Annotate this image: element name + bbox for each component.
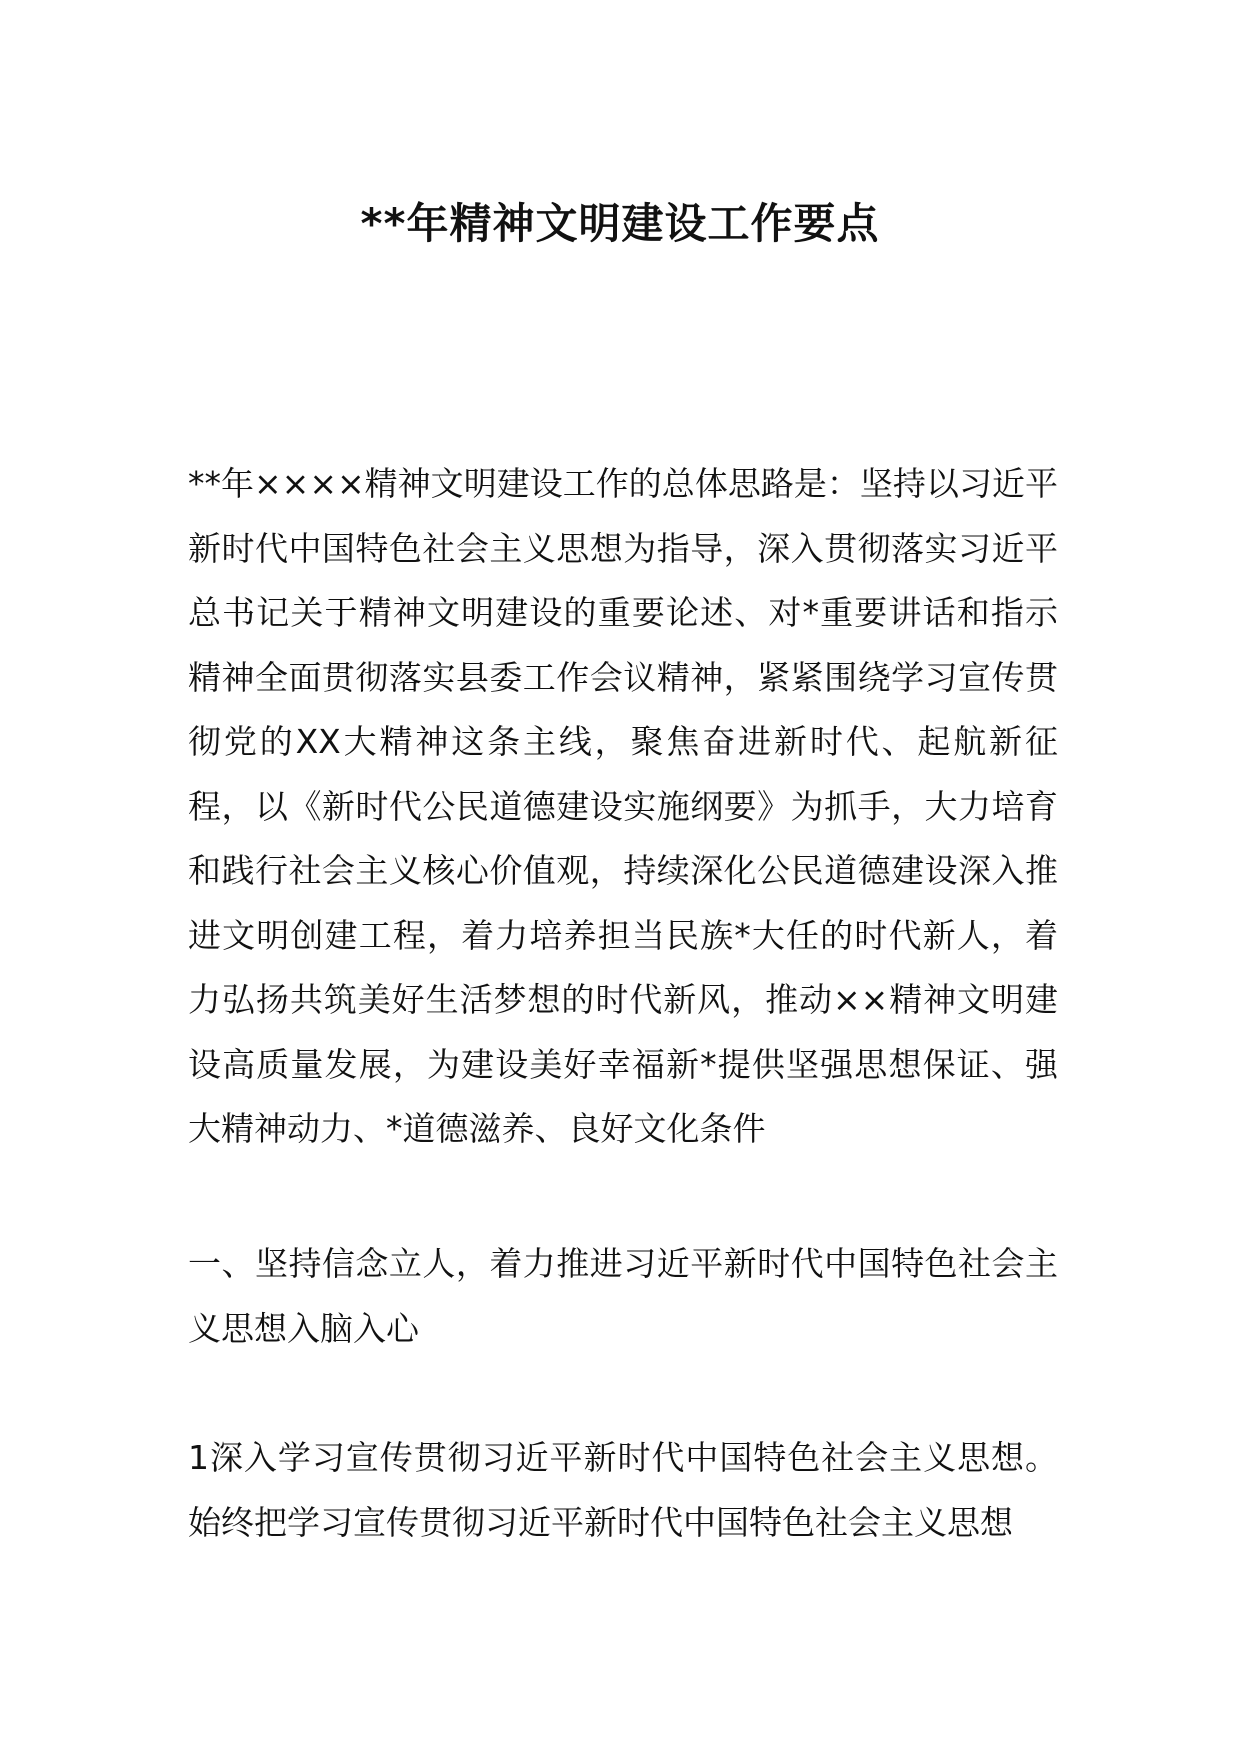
section-item-1-paragraph: 1深入学习宣传贯彻习近平新时代中国特色社会主义思想。始终把学习宣传贯彻习近平新时代中国特色社会主义思想 xyxy=(188,1438,1058,1542)
section-heading-1: 一、坚持信念立人，着力推进习近平新时代中国特色社会主义思想入脑入心 xyxy=(188,1244,1058,1348)
intro-paragraph: **年××××精神文明建设工作的总体思路是：坚持以习近平新时代中国特色社会主义思想为指导，深入贯彻落实习近平总书记关于精神文明建设的重要论述、对*重要讲话和指示精神全面贯彻落实县委工作会议精神，紧紧围绕学习宣传贯彻党的XX大精神这条主线，聚焦奋进新时代、起航新征程，以《新时代公民道德建设实施纲要》为抓手，大力培育和践行社会主义核心价值观，持续深化公民道德建设深入推进文明创建工程，着力培养担当民族*大任的时代新人，着力弘扬共筑美好生活梦想的时代新风，推动××精神文明建设高质量发展，为建设美好幸福新*提供坚强思想保证、强大精神动力、*道德滋养、良好文化条件 xyxy=(188,464,1058,1148)
document-title: **年精神文明建设工作要点 xyxy=(360,199,880,248)
